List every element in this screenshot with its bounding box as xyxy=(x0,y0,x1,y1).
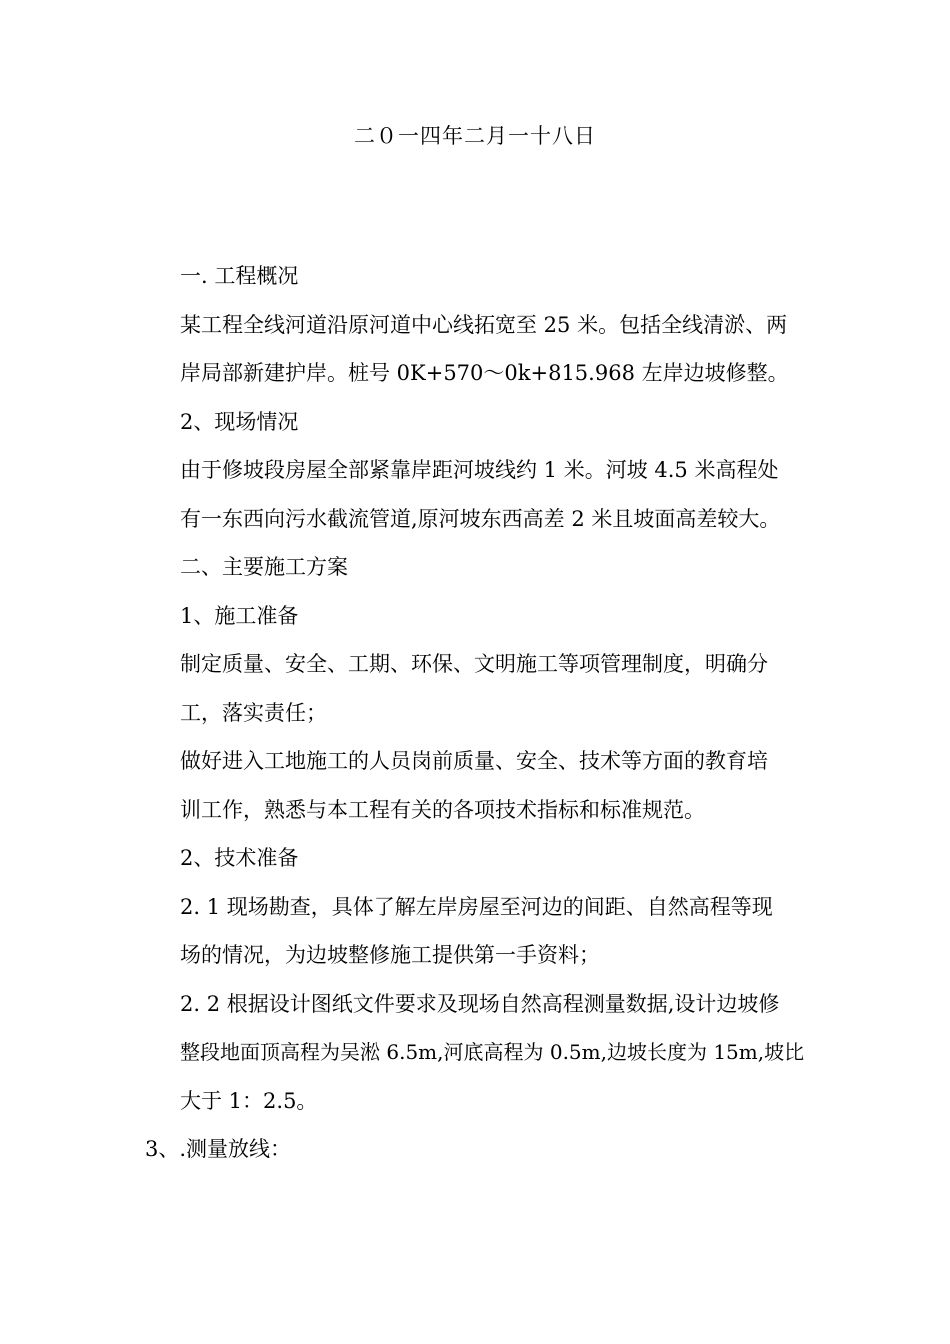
paragraph xyxy=(145,398,807,447)
paragraph xyxy=(145,737,807,834)
paragraph-line: 训工作，熟悉与本工程有关的各项技术指标和标准规范。 xyxy=(180,797,705,822)
paragraph xyxy=(145,1125,807,1174)
paragraph xyxy=(145,592,807,641)
paragraph xyxy=(145,543,807,592)
paragraph-line: 制定质量、安全、工期、环保、文明施工等项管理制度，明确分 xyxy=(180,652,768,676)
paragraph-line: 场的情况，为边坡整修施工提供第一手资料； xyxy=(180,943,600,967)
paragraph-line: 岸局部新建护岸。桩号 0K+570～0k+815.968 左岸边坡修整。 xyxy=(180,361,789,385)
paragraph xyxy=(145,301,807,398)
paragraph-line: 由于修坡段房屋全部紧靠岸距河坡线约 1 米。河坡 4.5 米高程处 xyxy=(180,458,779,482)
paragraph-line: 做好进入工地施工的人员岗前质量、安全、技术等方面的教育培 xyxy=(180,749,768,773)
paragraph-line: 有一东西向污水截流管道,原河坡东西高差 2 米且坡面高差较大。 xyxy=(180,506,781,531)
paragraph xyxy=(145,640,807,737)
paragraph-line: 二、主要施工方案 xyxy=(180,555,348,579)
paragraph-line: 2. 1 现场勘查，具体了解左岸房屋至河边的间距、自然高程等现 xyxy=(180,894,773,919)
paragraph-line: 某工程全线河道沿原河道中心线拓宽至 25 米。包括全线清淤、两 xyxy=(180,312,788,337)
paragraph xyxy=(145,834,807,883)
paragraph xyxy=(145,883,807,980)
paragraph-line: 2. 2 根据设计图纸文件要求及现场自然高程测量数据,设计边坡修 xyxy=(180,991,780,1016)
paragraph-line: 工，落实责任； xyxy=(180,700,327,725)
paragraph-line: 大于 1：2.5。 xyxy=(180,1088,318,1113)
paragraph-line: 2、技术准备 xyxy=(180,846,299,870)
paragraph-line: 1、施工准备 xyxy=(180,603,299,628)
paragraph xyxy=(145,980,807,1126)
paragraph xyxy=(145,446,807,543)
paragraph-line: 2、现场情况 xyxy=(180,409,299,434)
paragraph-line: 3、.测量放线： xyxy=(145,1137,292,1161)
document-date: 二０一四年二月一十八日 xyxy=(354,124,596,148)
paragraph-line: 整段地面顶高程为吴淞 6.5m,河底高程为 0.5m,边坡长度为 15m,坡比 xyxy=(180,1040,805,1064)
paragraph xyxy=(145,252,807,301)
document-body xyxy=(145,252,807,1174)
paragraph-line: 一. 工程概况 xyxy=(180,264,299,288)
